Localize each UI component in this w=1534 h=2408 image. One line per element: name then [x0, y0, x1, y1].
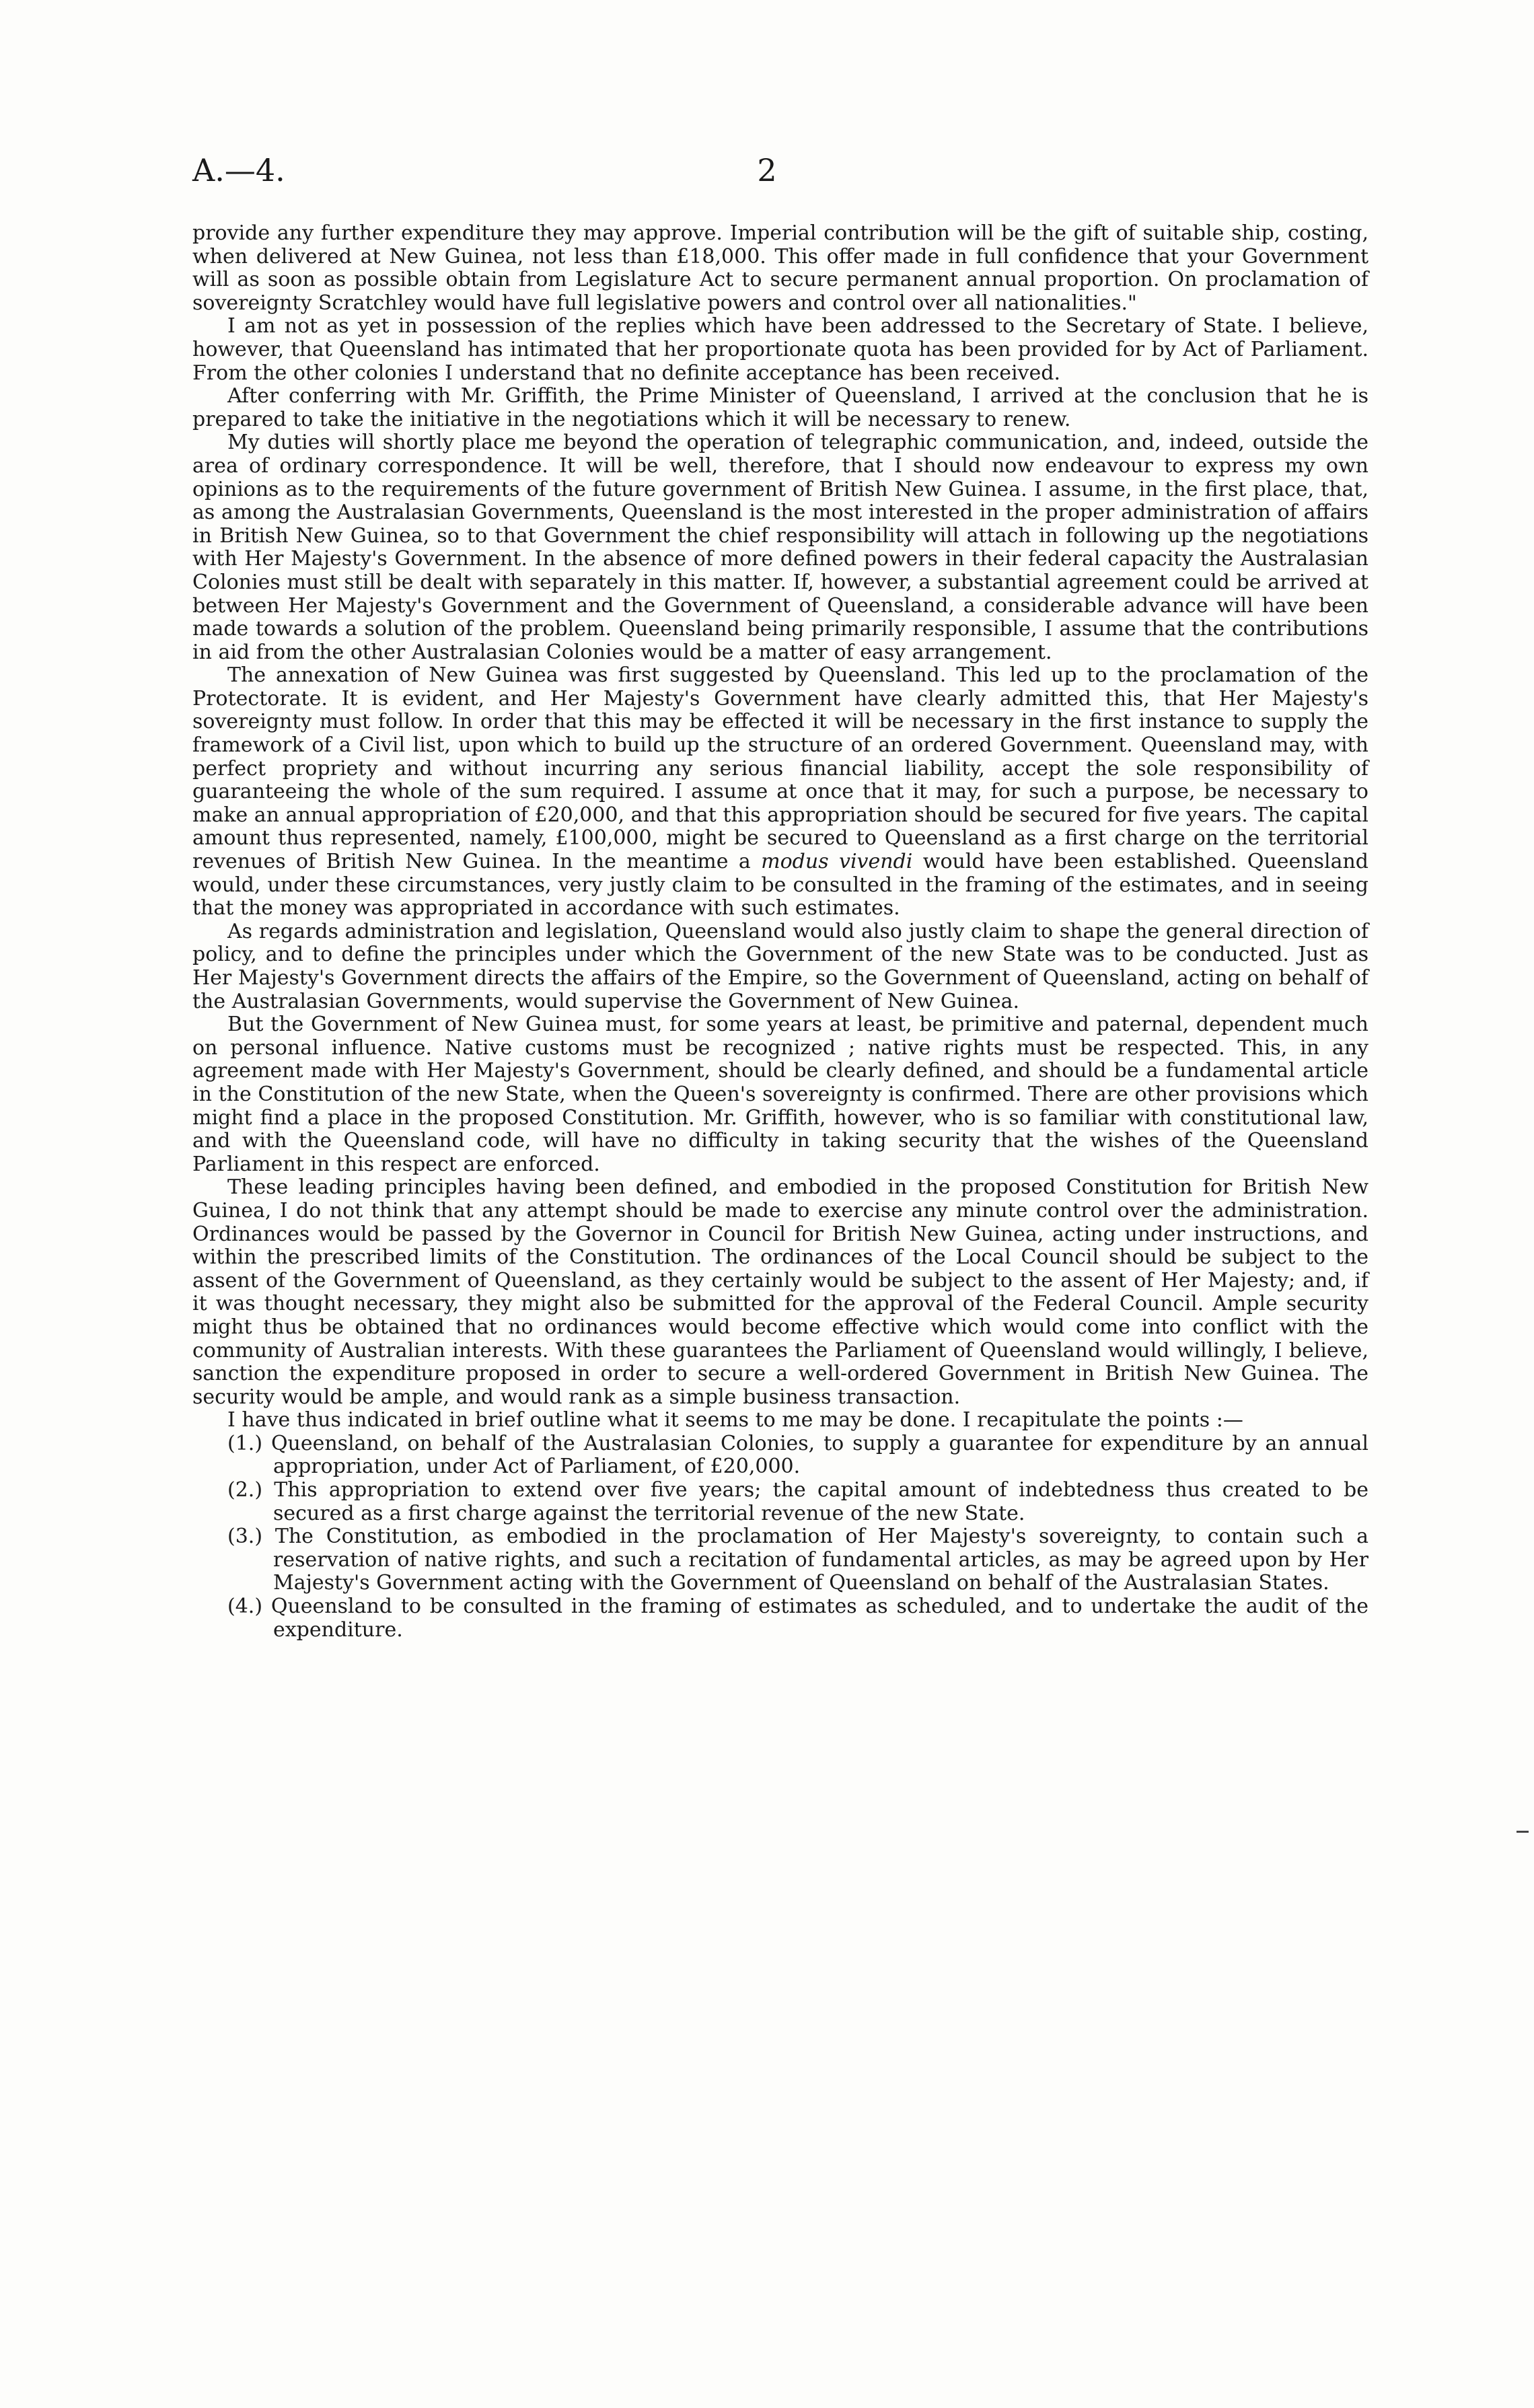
paragraph: I have thus indicated in brief outline what it seems to me may be done. I recapitulate the points :—	[227, 1408, 1243, 1432]
list-item: (2.) This appropriation to extend over five years; the capital amount of indebtedness thus created to be secured as a first charge against the territorial revenue of the new State.	[227, 1478, 1368, 1525]
list-item: (1.) Queensland, on behalf of the Australasian Colonies, to supply a guarantee for expenditure by an annual appropriation, under Act of Parliament, of £20,000.	[227, 1431, 1368, 1479]
document-body	[192, 222, 1368, 1642]
paragraph-text: would have been established. Queensland would, under these circumstances, very justly claim to be consulted in the framing of the estimates, and in seeing that the money was appropriated in accordance with such estimates.	[192, 850, 1368, 920]
list-item: (4.) Queensland to be consulted in the framing of estimates as scheduled, and to undertake the audit of the expenditure.	[227, 1595, 1368, 1642]
paragraph: provide any further expenditure they may approve. Imperial contribution will be the gift of suitable ship, costing, when delivered at New Guinea, not less than £18,000. This offer made in full confidence that your Government will as soon as possible obtain from Legislature Act to secure permanent annual proportion. On proclamation of sovereignty Scratchley would have full legislative powers and control over all nationalities."	[192, 221, 1368, 315]
recapitulation-list	[192, 1432, 1368, 1642]
page-number: 2	[757, 152, 777, 188]
list-item: (3.) The Constitution, as embodied in the proclamation of Her Majesty's sovereignty, to contain such a reservation of native rights, and such a recitation of fundamental articles, as may be agreed upon by Her Majesty's Government acting with the Government of Queensland on behalf of the Australasian States.	[227, 1525, 1368, 1595]
margin-mark	[1517, 1831, 1529, 1833]
paragraph-text: The annexation of New Guinea was first suggested by Queensland. This led up to the proclamation of the Protectorate. It is evident, and Her Majesty's Government have clearly admitted this, that Her Majesty's sovereignty must follow. In order that this may be effected it will be necessary in the first instance to supply the framework of a Civil list, upon which to build up the structure of an ordered Government. Queensland may, with perfect propriety and without incurring any serious financial liability, accept the sole responsibility of guaranteeing the whole of the sum required. I assume at once that it may, for such a purpose, be necessary to make an annual appropriation of £20,000, and that this appropriation should be secured for five years. The capital amount thus represented, namely, £100,000, might be secured to Queensland as a first charge on the territorial revenues of British New Guinea. In the meantime a	[192, 663, 1368, 874]
paragraph: I am not as yet in possession of the replies which have been addressed to the Secretary of State. I believe, however, that Queensland has intimated that her proportionate quota has been provided for by Act of Parliament. From the other colonies I understand that no definite acceptance has been received.	[192, 314, 1368, 385]
page-header	[192, 152, 1342, 192]
paragraph: My duties will shortly place me beyond the operation of telegraphic communication, and, indeed, outside the area of ordinary correspondence. It will be well, therefore, that I should now endeavour to express my own opinions as to the requirements of the future government of British New Guinea. I assume, in the first place, that, as among the Australasian Governments, Queensland is the most interested in the proper administration of affairs in British New Guinea, so to that Government the chief responsibility will attach in following up the negotiations with Her Majesty's Government. In the absence of more defined powers in their federal capacity the Australasian Colonies must still be dealt with separately in this matter. If, however, a substantial agreement could be arrived at between Her Majesty's Government and the Government of Queensland, a considerable advance will have been made towards a solution of the problem. Queensland being primarily responsible, I assume that the contributions in aid from the other Australasian Colonies would be a matter of easy arrangement.	[192, 431, 1368, 664]
document-reference: A.—4.	[192, 152, 285, 188]
paragraph: These leading principles having been defined, and embodied in the proposed Constitution for British New Guinea, I do not think that any attempt should be made to exercise any minute control over the administration. Ordinances would be passed by the Governor in Council for British New Guinea, acting under instructions, and within the prescribed limits of the Constitution. The ordinances of the Local Council should be subject to the assent of the Government of Queensland, as they certainly would be subject to the assent of Her Majesty; and, if it was thought necessary, they might also be submitted for the approval of the Federal Council. Ample security might thus be obtained that no ordinances would become effective which would come into conflict with the community of Australian interests. With these guarantees the Parliament of Queensland would willingly, I believe, sanction the expenditure proposed in order to secure a well-ordered Government in British New Guinea. The security would be ample, and would rank as a simple business transaction.	[192, 1175, 1368, 1409]
paragraph: But the Government of New Guinea must, for some years at least, be primitive and paternal, dependent much on personal influence. Native customs must be recognized ; native rights must be respected. This, in any agreement made with Her Majesty's Government, should be clearly defined, and should be a fundamental article in the Constitution of the new State, when the Queen's sovereignty is confirmed. There are other provisions which might find a place in the proposed Constitution. Mr. Griffith, however, who is so familiar with constitutional law, and with the Queensland code, will have no difficulty in taking security that the wishes of the Queensland Parliament in this respect are enforced.	[192, 1013, 1368, 1176]
paragraph: After conferring with Mr. Griffith, the Prime Minister of Queensland, I arrived at the conclusion that he is prepared to take the initiative in the negotiations which it will be necessary to renew.	[192, 384, 1368, 431]
paragraph-annexation	[192, 664, 1368, 920]
latin-phrase: modus vivendi	[761, 850, 913, 874]
paragraph: As regards administration and legislation, Queensland would also justly claim to shape the general direction of policy, and to define the principles under which the Government of the new State was to be conducted. Just as Her Majesty's Government directs the affairs of the Empire, so the Government of Queensland, acting on behalf of the Australasian Governments, would supervise the Government of New Guinea.	[192, 919, 1368, 1013]
